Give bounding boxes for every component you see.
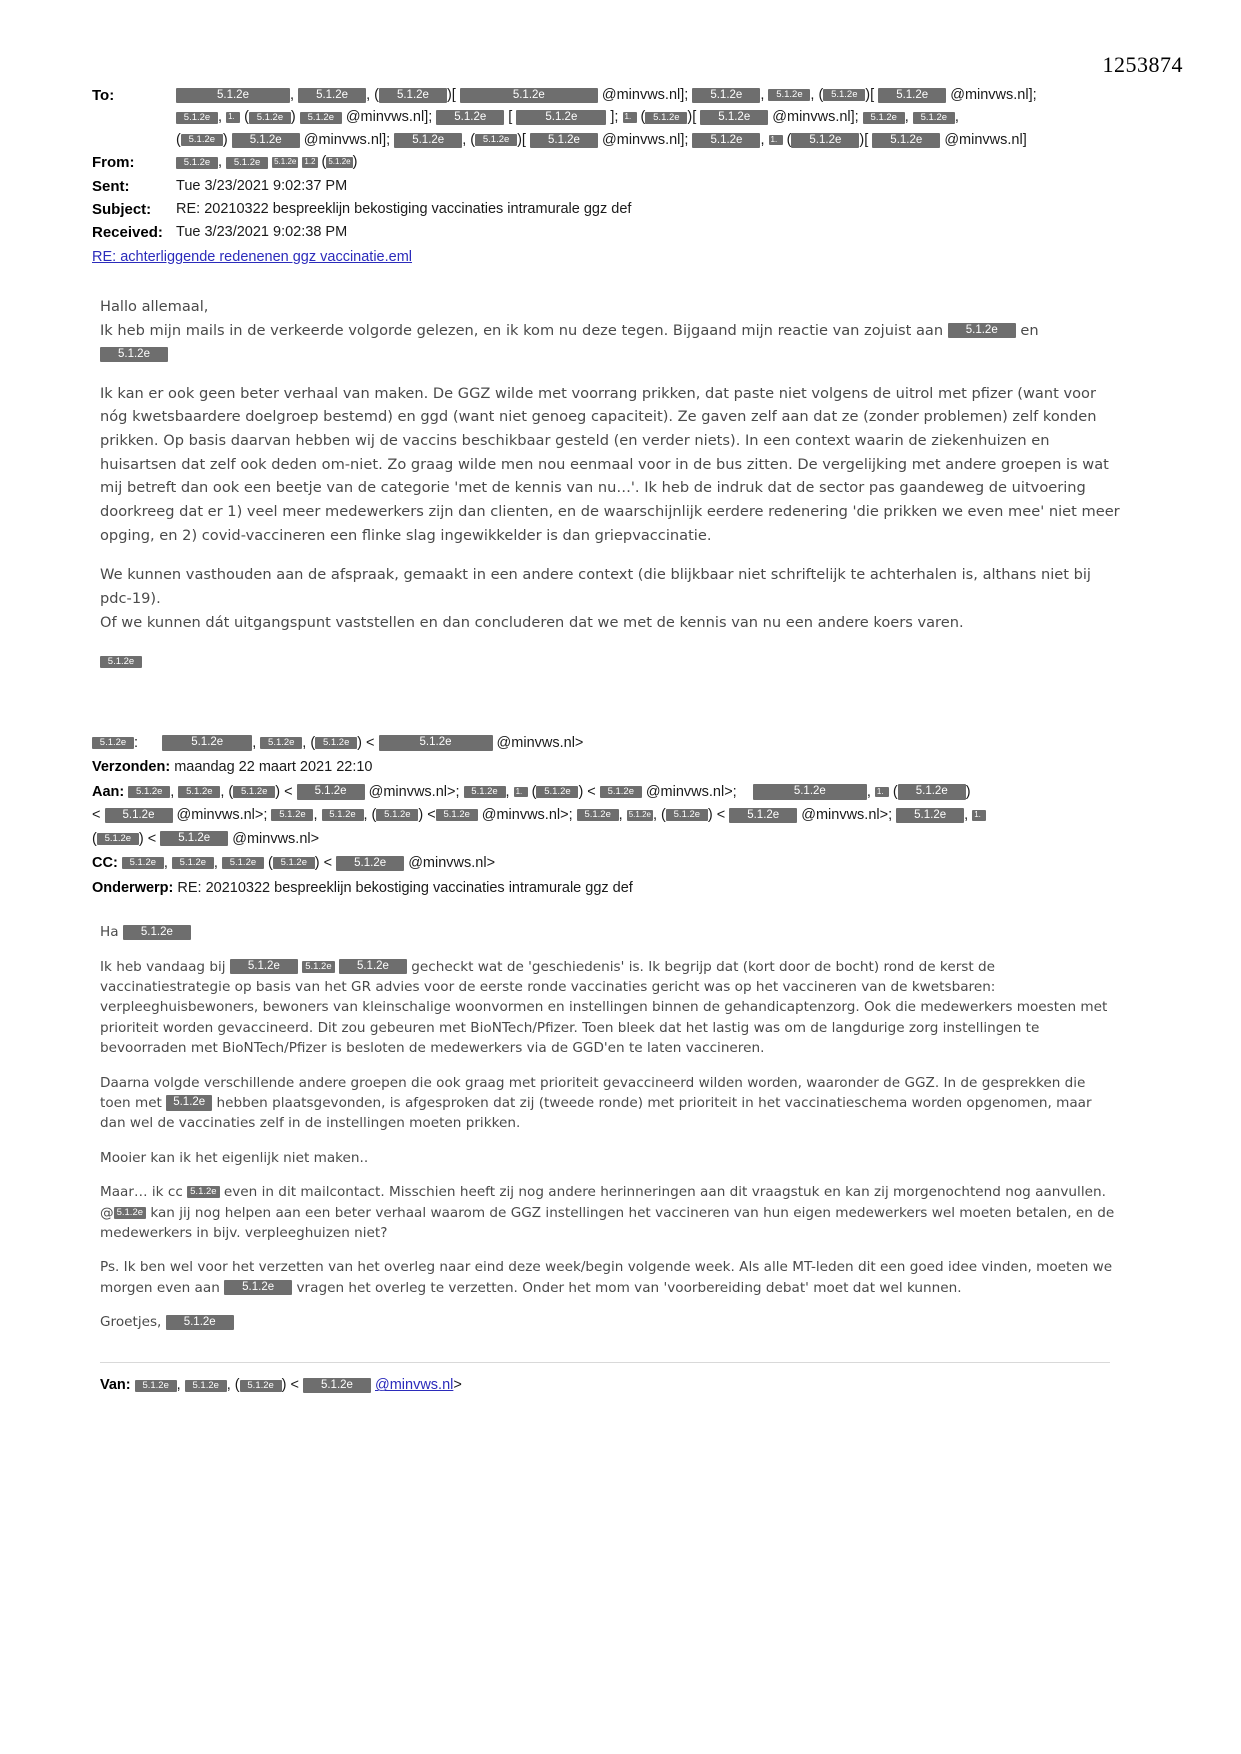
redaction-chip: 5.1.2e [536,786,578,798]
body-greeting: Hallo allemaal, [100,297,209,315]
redaction-chip: 5.1.2e [249,112,291,124]
received-label: Received: [92,224,163,242]
redaction-chip: 1. [226,112,240,122]
redaction-chip: 5.1.2e [135,1380,177,1392]
footer-van-line: Van: 5.1.2e , 5.1.2e , ( 5.1.2e ) < 5.1.2e @minvws.nl> [100,1377,462,1394]
redaction-chip: 5.1.2e [436,809,478,821]
quoted-from-line: 5.1.2e : 5.1.2e , 5.1.2e , ( 5.1.2e ) < 5.1.2e @minvws.nl> [92,732,1152,755]
redaction-chip: 5.1.2e [230,959,298,974]
redaction-chip: 5.1.2e [322,809,364,821]
redaction-chip: 5.1.2e [187,1186,219,1198]
quoted-p4-text-a: Maar… ik cc [100,1184,183,1201]
redaction-chip: 5.1.2e [240,1380,282,1392]
domain-text: @minvws.nl [602,131,681,148]
aan-label: Aan: [92,783,125,800]
redaction-chip: 5.1.2e [666,809,708,821]
redaction-chip: 5.1.2e [913,112,955,124]
body-p1-text-a: Ik heb mijn mails in de verkeerde volgorde gelezen, en ik kom nu deze tegen. Bijgaand mijn reactie van zojuist aan [100,321,944,339]
quoted-p5-text-a: Ps. Ik ben wel voor het verzetten van het overleg naar eind deze week/begin volgende week. Als alle MT-leden dit een goed idee vinden, moeten we morgen even aan [100,1259,1113,1296]
email-body [100,295,1120,674]
redaction-chip: 5.1.2e [100,656,142,668]
body-signature-redaction [100,650,1120,674]
redaction-chip: 5.1.2e [224,1280,292,1295]
section-spacer [92,690,1152,724]
redaction-chip: 5.1.2e [274,157,297,167]
quoted-email-header [92,732,1152,900]
redaction-chip: 5.1.2e [176,88,290,103]
redaction-chip: 1. [623,112,637,122]
redaction-chip: 5.1.2e [185,1380,227,1392]
redaction-chip: 5.1.2e [896,808,964,823]
redaction-chip: 5.1.2e [376,809,418,821]
redaction-chip: 1. [514,787,528,797]
onderwerp-label: Onderwerp: [92,879,174,896]
quoted-cc-line: CC: 5.1.2e , 5.1.2e , 5.1.2e ( 5.1.2e ) < 5.1.2e @minvws.nl> [92,855,496,872]
sent-label: Sent: [92,177,130,195]
domain-text: @minvws.nl [801,807,880,824]
verzonden-value: maandag 22 maart 2021 22:10 [174,759,373,776]
onderwerp-value: RE: 20210322 bespreeklijn bekostiging vaccinaties intramurale ggz def [177,879,633,896]
redaction-chip: 1. [875,787,889,797]
domain-text: @minvws.nl [303,131,383,148]
body-paragraph-1 [100,319,1120,366]
redaction-chip: 5.1.2e [271,809,313,821]
redaction-chip: 5.1.2e [460,88,598,103]
redaction-chip: 1. [972,810,986,820]
domain-text: @minvws.nl [944,131,1023,148]
sent-value: Tue 3/23/2021 9:02:37 PM [176,177,348,194]
redaction-chip: 5.1.2e [315,737,357,749]
header-row-subject [92,198,1152,221]
quoted-aan-line: Aan: 5.1.2e , 5.1.2e , ( 5.1.2e ) < 5.1.2e @minvws.nl>; 5.1.2e , 1. ( 5.1.2e ) < 5.1.2e @minvws.nl>; 5.1.2e , 1. ( 5.1.2e ) < 5.1.2e @minvws.nl>; 5.1.2e , 5.1.2e , ( 5.1.2e ) < 5.1.2e @minvws.nl>; 5.1.2e , 5.1.2e , ( 5.1.2e ) < 5.1.2e @minvws.nl>; 5.1.2e , 1. ( 5.1.2e ) < 5.1.2e @minvws.nl> [92,781,1152,851]
thread-divider [100,1362,1110,1363]
email-domain-link[interactable]: @minvws.nl [375,1377,454,1394]
domain-text: @minvws.nl [496,734,575,751]
redaction-chip: 5.1.2e [692,88,760,103]
redaction-chip: 5.1.2e [176,157,218,169]
redaction-chip: 5.1.2e [600,786,642,798]
redaction-chip: 5.1.2e [898,784,966,799]
redaction-chip: 5.1.2e [475,134,517,146]
redaction-chip: 5.1.2e [273,857,315,869]
redaction-chip: 5.1.2e [297,784,365,799]
redaction-chip: 5.1.2e [176,112,218,124]
redaction-chip: 5.1.2e [436,110,504,125]
redaction-chip: 5.1.2e [97,833,139,845]
redaction-chip: 5.1.2e [298,88,366,103]
redaction-chip: 5.1.2e [181,134,223,146]
quoted-signoff-text: Groetjes, [100,1314,162,1331]
redaction-chip: 5.1.2e [692,133,760,148]
from-label: From: [92,154,135,172]
redaction-chip: 5.1.2e [300,112,342,124]
redaction-chip: 5.1.2e [222,857,264,869]
document-number: 1253874 [1102,52,1183,77]
redaction-chip: 5.1.2e [328,157,351,167]
attachment-link[interactable]: RE: achterliggende redenenen ggz vaccinatie.eml [92,249,413,266]
email-content [92,84,1152,1393]
quoted-greeting-text: Ha [100,924,119,941]
redaction-chip: 5.1.2e [577,809,619,821]
van-label: Van: [100,1377,131,1394]
redaction-chip: 5.1.2e [336,856,404,871]
domain-text: @minvws.nl [176,807,255,824]
redaction-chip: 5.1.2e [260,737,302,749]
quoted-p4-text-c: kan jij nog helpen aan een beter verhaal waarom de GGZ instellingen het vaccineren van hun eigen medewerkers wel moeten betalen, en de medewerkers in bijv. verpleeghuizen niet? [100,1204,1115,1241]
redaction-chip: 5.1.2e [302,961,334,973]
redaction-chip: 5.1.2e [394,133,462,148]
quoted-p5-text-b: vragen het overleg te verzetten. Onder het mom van 'voorbereiding debat' moet dat wel kunnen. [296,1279,962,1296]
subject-label: Subject: [92,200,152,218]
redaction-chip: 5.1.2e [339,959,407,974]
domain-text: @minvws.nl [408,855,487,872]
quoted-signoff [100,1312,1120,1332]
quoted-paragraph-5 [100,1257,1120,1298]
header-row-received [92,221,1152,244]
quoted-p1-text-a: Ik heb vandaag bij [100,958,226,975]
header-row-to [92,84,1152,151]
redaction-chip: 5.1.2e [530,133,598,148]
redaction-chip: 5.1.2e [160,831,228,846]
domain-text: @minvws.nl [481,807,561,824]
redaction-chip: 5.1.2e [823,89,865,101]
cc-label: CC: [92,855,118,872]
quoted-verzonden-line [92,756,1152,779]
domain-text: @minvws.nl [232,830,311,847]
body-paragraph-2: Ik kan er ook geen beter verhaal van maken. De GGZ wilde met voorrang prikken, dat paste niet volgens de uitrol met pfizer (want voor nóg kwetsbaardere doelgroep bestemd) en ggd (want niet genoeg capaciteit). Ze gaven zelf aan dat ze (zonder problemen) zelf konden prikken. Op basis daarvan hebben wij de vaccins beschikbaar gesteld (en verder niets). In een context waarin de ziekenhuizen en huisartsen dat zelf ook deden om-niet. Zo graag wilde men nou eenmaal voor in de bus zitten. De vergelijking met andere groepen is wat mij betreft dan ook een beetje van de categorie 'met de kennis van nu…'. Ik heb de indruk dat de sector pas gaandeweg de uitvoering doorkreeg dat er 1) veel meer medewerkers zijn dan clienten, en de waarschijnlijk eerdere redenering 'die prikken we even mee' niet meer opging, en 2) covid-vaccineren een flinke slag ingewikkelder is dan griepvaccinatie. [100,384,1120,544]
redaction-chip: 5.1.2e [753,784,867,799]
redaction-chip: 5.1.2e [791,133,859,148]
redaction-chip: 5.1.2e [628,810,651,820]
body-paragraph-4: Of we kunnen dát uitgangspunt vaststellen en dan concluderen dat we met de kennis van nu een andere koers varen. [100,613,964,631]
quoted-onderwerp-line [92,877,1152,900]
domain-text: @minvws.nl [345,109,425,126]
quoted-p1-text-b: gecheckt wat de 'geschiedenis' is. Ik begrijp dat (kort door de bocht) rond de kerst de vaccinatiestrategie op basis van het GR advies voor de eerste ronde vaccinaties gericht was op het vaccineren van de kwetsbaren: verpleeghuisbewoners, bewoners van kleinschalige woonvormen en instellingen binnen de gehandicaptenzorg. Ook die medewerkers moesten met prioriteit worden gevaccineerd. Dit zou gebeuren met BioNTech/Pfizer. Toen bleek dat het lastig was om de langdurige zorg instellingen te bevoorraden met BioNTech/Pfizer is besloten de medewerkers via de GGD'en te laten vaccineren. [100,958,1108,1057]
redaction-chip: 5.1.2e [166,1095,212,1110]
redaction-chip: 5.1.2e [700,110,768,125]
subject-value: RE: 20210322 bespreeklijn bekostiging vaccinaties intramurale ggz def [176,200,632,217]
redaction-chip: 5.1.2e [166,1315,234,1330]
redaction-chip: 5.1.2e [226,157,268,169]
redaction-chip: 5.1.2e [100,347,168,362]
redaction-chip: 5.1.2e [128,786,170,798]
body-paragraph-3: We kunnen vasthouden aan de afspraak, gemaakt in een andere context (die blijkbaar niet schriftelijk te achterhalen is, althans niet bij pdc-19). [100,566,1091,607]
redaction-chip: 5.1.2e [379,88,447,103]
redaction-chip: 5.1.2e [863,112,905,124]
redaction-chip: 5.1.2e [122,857,164,869]
redaction-chip: 5.1.2e [105,808,173,823]
redaction-chip: 5.1.2e [464,786,506,798]
quoted-greeting [100,922,1120,942]
quoted-p2-text-a: Daarna volgde verschillende andere groepen die ook graag met prioriteit gevaccineerd wilden worden, waaronder de GGZ. In de gesprekken die toen met [100,1074,1086,1111]
quoted-p4-text-b: even in dit mailcontact. Misschien heeft zij nog andere herinneringen aan dit vraagstuk en kan zij morgenochtend nog aanvullen. @ [100,1184,1106,1221]
from-value: 5.1.2e , 5.1.2e 5.1.2e 1.2 ( 5.1.2e ) [176,151,1152,173]
redaction-chip: 5.1.2e [114,1207,146,1219]
verzonden-label: Verzonden: [92,759,171,776]
body-p1-text-b: en [1020,321,1039,339]
quoted-paragraph-1 [100,957,1120,1059]
domain-text: @minvws.nl [645,783,725,800]
redaction-chip: 5.1.2e [232,133,300,148]
redaction-chip: 5.1.2e [379,735,493,750]
redaction-chip: 5.1.2e [878,88,946,103]
header-row-sent [92,175,1152,198]
header-row-from [92,151,1152,174]
quoted-email-body [100,922,1120,1332]
quoted-paragraph-2 [100,1073,1120,1134]
redaction-chip: 5.1.2e [123,925,191,940]
redaction-chip: 1.2 [304,157,316,167]
quoted-paragraph-4 [100,1182,1120,1243]
domain-text: @minvws.nl [368,783,447,800]
to-value: 5.1.2e , 5.1.2e , ( 5.1.2e )[ 5.1.2e @minvws.nl]; 5.1.2e , 5.1.2e , ( 5.1.2e )[ 5.1.2e @minvws.nl]; 5.1.2e , 1. ( 5.1.2e ) 5.1.2e @minvws.nl]; 5.1.2e [ 5.1.2e ]; 1. ( 5.1.2e )[ 5.1.2e @minvws.nl]; 5.1.2e , 5.1.2e , ( 5.1.2e ) 5.1.2e @minvws.nl]; 5.1.2e , ( 5.1.2e )[ 5.1.2e @minvws.nl]; 5.1.2e , 1. ( 5.1.2e )[ 5.1.2e @minvws.nl] [176,87,1037,148]
domain-text: @minvws.nl [601,87,681,103]
quoted-p2-text-b: hebben plaatsgevonden, is afgesproken dat zij (tweede ronde) met prioriteit in het vaccinatieschema worden opgenomen, maar dan wel de vaccinaties zelf in de instellingen moeten prikken. [100,1094,1092,1132]
redaction-chip: 5.1.2e [178,786,220,798]
domain-text: @minvws.nl [772,109,851,126]
redaction-chip: 5.1.2e [92,737,134,749]
redaction-chip: 5.1.2e [729,808,797,823]
email-header [92,84,1152,269]
redaction-chip: 5.1.2e [233,786,275,798]
redaction-chip: 5.1.2e [303,1378,371,1393]
redaction-chip: 5.1.2e [516,110,606,125]
to-label: To: [92,87,115,104]
domain-text: @minvws.nl [950,87,1029,103]
redaction-chip: 5.1.2e [645,112,687,124]
redaction-chip: 5.1.2e [162,735,252,750]
redaction-chip: 1. [769,135,783,145]
quoted-paragraph-3: Mooier kan ik het eigenlijk niet maken.. [100,1149,369,1166]
received-value: Tue 3/23/2021 9:02:38 PM [176,224,348,241]
redaction-chip: 5.1.2e [768,89,810,101]
redaction-chip: 5.1.2e [872,133,940,148]
redaction-chip: 5.1.2e [172,857,214,869]
redaction-chip: 5.1.2e [948,323,1016,338]
